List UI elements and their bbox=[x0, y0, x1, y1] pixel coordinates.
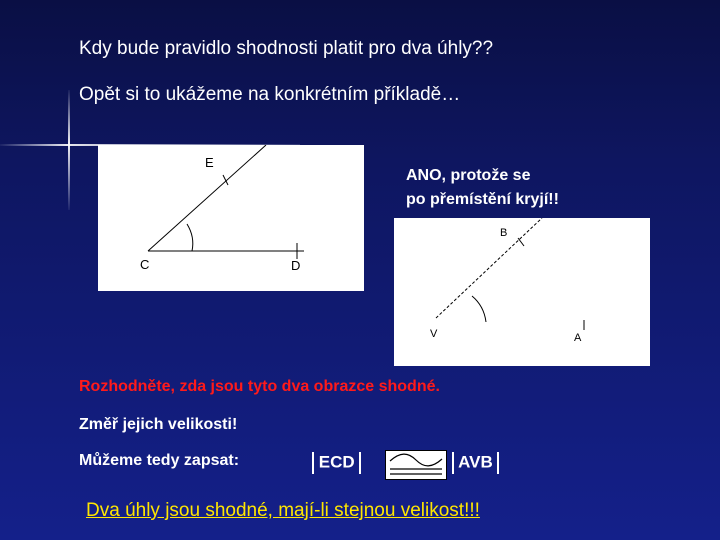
label-d: D bbox=[291, 258, 301, 273]
abs-bar-left bbox=[312, 452, 314, 474]
conclusion-text: Dva úhly jsou shodné, mají-li stejnou velikost!!! bbox=[86, 500, 480, 521]
tick-b bbox=[518, 238, 524, 246]
label-c: C bbox=[140, 257, 150, 272]
ray-vb bbox=[436, 218, 542, 318]
label-b: B bbox=[500, 227, 508, 239]
answer-line-1: ANO, protože se bbox=[406, 167, 531, 184]
measure-text: Změř jejich velikosti! bbox=[79, 416, 238, 433]
angle-avb-figure bbox=[394, 218, 650, 366]
label-a: A bbox=[574, 332, 582, 344]
label-e: E bbox=[205, 155, 214, 170]
angle-avb-svg bbox=[394, 218, 650, 366]
angle-avb-notation bbox=[452, 452, 499, 474]
write-text: Můžeme tedy zapsat: bbox=[79, 452, 240, 469]
abs-bar-right bbox=[359, 452, 361, 474]
congruence-symbol-svg bbox=[386, 451, 446, 479]
angle-ecd-notation bbox=[312, 452, 361, 474]
question-text: Kdy bude pravidlo shodnosti platit pro dva úhly?? bbox=[79, 38, 494, 59]
abs-bar-right-2 bbox=[497, 452, 499, 474]
decide-text: Rozhodněte, zda jsou tyto dva obrazce shodné. bbox=[79, 378, 440, 395]
answer-line-2: po přemístění kryjí!! bbox=[406, 191, 559, 208]
angle-arc-ecd bbox=[187, 224, 193, 251]
label-v: V bbox=[430, 328, 438, 340]
angle-ecd-svg bbox=[98, 145, 364, 291]
angle-right-label: AVB bbox=[458, 452, 493, 472]
congruence-symbol-icon bbox=[385, 450, 447, 480]
intro-text: Opět si to ukážeme na konkrétním příkladě… bbox=[79, 84, 461, 105]
answer-text bbox=[406, 164, 559, 212]
abs-bar-left-2 bbox=[452, 452, 454, 474]
angle-left-label: ECD bbox=[318, 452, 355, 472]
angle-arc-avb bbox=[472, 296, 486, 322]
angle-ecd-figure bbox=[98, 145, 364, 291]
light-flare-vertical bbox=[68, 90, 70, 210]
